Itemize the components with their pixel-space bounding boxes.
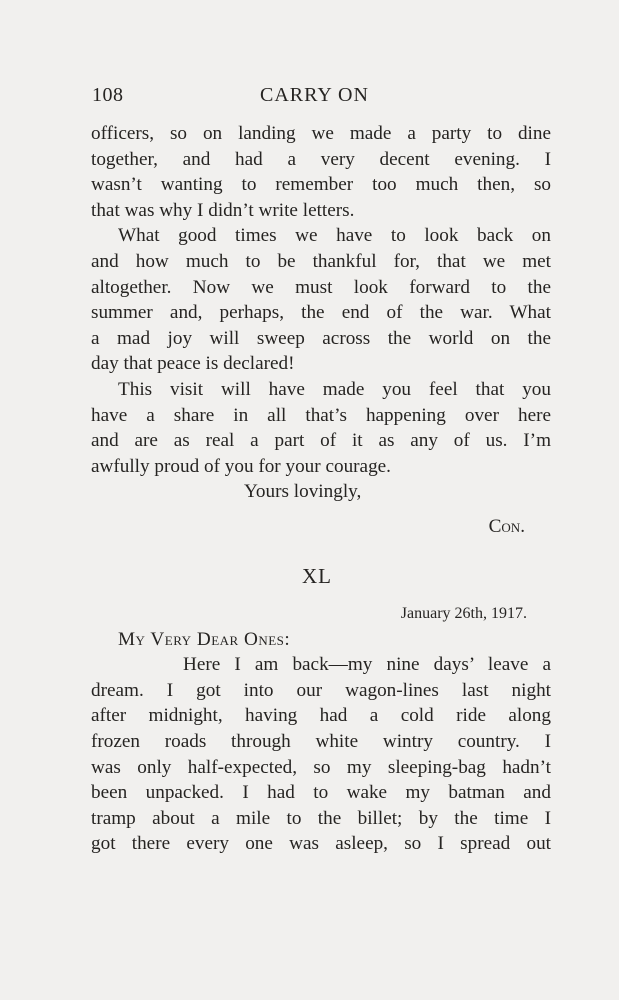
text-line: summer and, perhaps, the end of the war. What bbox=[91, 302, 551, 324]
text-line: after midnight, having had a cold ride along bbox=[91, 705, 551, 727]
text-line: Here I am back—my nine days’ leave a bbox=[183, 654, 551, 676]
signature: Con. bbox=[488, 515, 525, 537]
text-line: wasn’t wanting to remember too much then, so bbox=[91, 174, 551, 196]
text-line: What good times we have to look back on bbox=[118, 225, 551, 247]
page-body bbox=[91, 121, 551, 857]
text-line: have a share in all that’s happening over here bbox=[91, 404, 551, 426]
text-line: tramp about a mile to the billet; by the time I bbox=[91, 807, 551, 829]
text-line: and are as real a part of it as any of us. I’m bbox=[91, 430, 551, 452]
text-line: altogether. Now we must look forward to the bbox=[91, 276, 551, 298]
paragraph-2 bbox=[91, 223, 551, 377]
text-line: officers, so on landing we made a party to dine bbox=[91, 123, 551, 144]
running-title: CARRY ON bbox=[260, 84, 369, 106]
page-header bbox=[92, 84, 532, 108]
text-line: day that peace is declared! bbox=[91, 353, 295, 375]
text-line: This visit will have made you feel that you bbox=[118, 378, 551, 400]
chapter-heading: XL bbox=[302, 563, 332, 588]
page-number: 108 bbox=[92, 84, 124, 106]
text-line: was only half-expected, so my sleeping-bag hadn’t bbox=[91, 756, 551, 778]
paragraph-4 bbox=[91, 652, 551, 857]
closing: Yours lovingly, bbox=[244, 481, 362, 503]
text-line: frozen roads through white wintry country. I bbox=[91, 731, 551, 753]
paragraph-1 bbox=[91, 121, 551, 223]
text-line: together, and had a very decent evening. I bbox=[91, 148, 551, 170]
salutation: My Very Dear Ones: bbox=[118, 628, 291, 650]
paragraph-3 bbox=[91, 377, 551, 479]
text-line: dream. I got into our wagon-lines last night bbox=[91, 679, 551, 701]
text-line: been unpacked. I had to wake my batman and bbox=[91, 782, 551, 804]
text-line: got there every one was asleep, so I spread out bbox=[91, 833, 551, 855]
text-line: and how much to be thankful for, that we met bbox=[91, 250, 551, 272]
text-line: a mad joy will sweep across the world on the bbox=[91, 327, 551, 349]
text-line: awfully proud of you for your courage. bbox=[91, 455, 391, 477]
letter-date: January 26th, 1917. bbox=[400, 605, 527, 623]
text-line: that was why I didn’t write letters. bbox=[91, 199, 355, 221]
